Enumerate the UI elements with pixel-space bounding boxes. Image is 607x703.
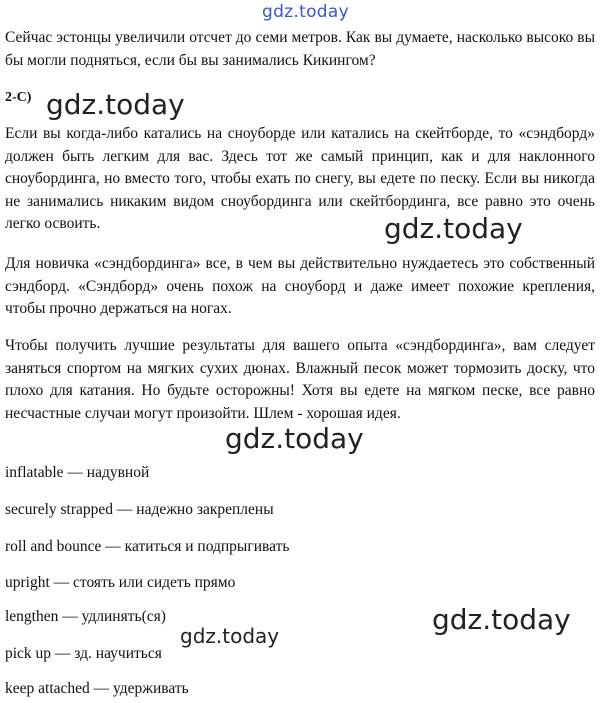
watermark-top: gdz.today	[262, 2, 349, 22]
vocab-item: securely strapped — надежно закреплены	[5, 501, 274, 518]
paragraph-sandboard-intro: Если вы когда-либо катались на сноуборде или катались на скейтборде, то «сэндборд» должен быть легким для вас. Здесь тот же самый принцип, как и для наклонного сноубординга, но вместо того, чтобы ехать по снегу, вы едете по песку. Если вы никогда не занимались никаким видом сноубординга или скейтбординга, все равно это очень легко освоить.	[5, 125, 595, 232]
paragraph-sandboard-beginner: Для новичка «сэндбординга» все, в чем вы действительно нуждаетесь это собственный сэндборд. «Сэндборд» очень похож на сноуборд и даже имеет похожие крепления, чтобы прочно держаться на ногах.	[5, 255, 595, 317]
vocab-item: upright — стоять или сидеть прямо	[5, 574, 236, 591]
watermark-2: gdz.today	[384, 212, 523, 245]
watermark-4: gdz.today	[432, 603, 571, 636]
watermark-1: gdz.today	[46, 88, 185, 121]
watermark-5: gdz.today	[180, 624, 280, 648]
paragraph-kicking: Сейчас эстонцы увеличили отсчет до семи метров. Как вы думаете, насколько высоко вы бы могли подняться, если бы вы занимались Кикингом?	[5, 29, 595, 69]
vocab-item: lengthen — удлинять(ся)	[5, 608, 166, 625]
vocab-item: roll and bounce — катиться и подпрыгивать	[5, 538, 290, 555]
section-label: 2-C)	[5, 90, 32, 105]
vocab-item: keep attached — удерживать	[5, 680, 189, 697]
watermark-3: gdz.today	[225, 422, 364, 455]
vocab-item: pick up — зд. научиться	[5, 645, 162, 662]
paragraph-sandboard-tips: Чтобы получить лучшие результаты для вашего опыта «сэндбординга», вам следует заняться спортом на мягких сухих дюнах. Влажный песок может тормозить доску, что плохо для катания. Но будьте осторожны! Хотя вы едете на мягком песке, все равно несчастные случаи могут произойти. Шлем - хорошая идея.	[5, 337, 595, 422]
vocab-item: inflatable — надувной	[5, 464, 150, 481]
